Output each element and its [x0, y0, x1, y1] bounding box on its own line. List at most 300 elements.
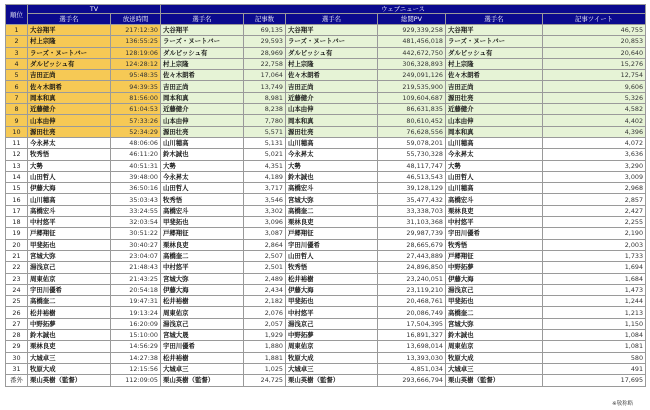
table-row	[6, 239, 646, 250]
articles-count-cell: 1,881	[244, 352, 286, 363]
tweets-player-cell: 吉田正尚	[446, 81, 543, 92]
tv-time-cell: 14:27:38	[111, 352, 161, 363]
pv-player-cell: 高橋宏斗	[286, 183, 378, 194]
tv-time-cell: 21:48:43	[111, 262, 161, 273]
pv-player-cell: 大谷翔平	[286, 25, 378, 36]
pv-player-cell: 甲斐拓也	[286, 296, 378, 307]
pv-count-cell: 13,698,014	[378, 341, 446, 352]
tweets-count-cell: 2,255	[543, 217, 646, 228]
articles-count-cell: 1,025	[244, 363, 286, 374]
tv-player-cell: 高橋宏斗	[28, 205, 111, 216]
pv-count-cell: 20,086,749	[378, 307, 446, 318]
tweets-player-cell: 佐々木朗希	[446, 70, 543, 81]
articles-count-cell: 5,131	[244, 137, 286, 148]
table-row	[6, 205, 646, 216]
articles-count-cell: 69,135	[244, 25, 286, 36]
rank-cell: 1	[6, 25, 28, 36]
tweets-player-cell: 今永昇太	[446, 149, 543, 160]
table-row	[6, 318, 646, 329]
table-row	[6, 25, 646, 36]
table-row	[6, 104, 646, 115]
tweets-player-cell: 村上宗隆	[446, 58, 543, 69]
tv-player-cell: 松井裕樹	[28, 307, 111, 318]
pv-player-cell: 宮城大弥	[286, 194, 378, 205]
tv-player-cell: 戸郷翔征	[28, 228, 111, 239]
articles-count-cell: 2,864	[244, 239, 286, 250]
rank-cell: 26	[6, 307, 28, 318]
tv-player-cell: 牧原大成	[28, 363, 111, 374]
tv-player-cell: 甲斐拓也	[28, 239, 111, 250]
pv-count-cell: 27,443,889	[378, 250, 446, 261]
articles-count-cell: 22,758	[244, 58, 286, 69]
rank-cell: 24	[6, 284, 28, 295]
tweets-player-cell: 栗林良吏	[446, 205, 543, 216]
table-row	[6, 273, 646, 284]
tv-player-cell: 山本由伸	[28, 115, 111, 126]
tweets-player-cell: 源田壮亮	[446, 92, 543, 103]
tv-time-cell: 61:04:53	[111, 104, 161, 115]
articles-player-header: 選手名	[161, 14, 244, 25]
tv-time-cell: 128:19:06	[111, 47, 161, 58]
tv-group-header: TV	[28, 5, 161, 14]
table-row	[6, 92, 646, 103]
pv-count-cell: 55,730,328	[378, 149, 446, 160]
tv-player-cell: 高橋奎二	[28, 296, 111, 307]
tweets-player-cell: 大谷翔平	[446, 25, 543, 36]
tv-player-header: 選手名	[28, 14, 111, 25]
tv-player-cell: 宇田川優希	[28, 284, 111, 295]
articles-player-cell: 宮城大晟	[161, 330, 244, 341]
tweets-count-cell: 2,427	[543, 205, 646, 216]
articles-player-cell: 山本由伸	[161, 115, 244, 126]
articles-count-cell: 2,076	[244, 307, 286, 318]
tv-player-cell: 中野拓夢	[28, 318, 111, 329]
tweets-count-cell: 1,081	[543, 341, 646, 352]
table-row	[6, 137, 646, 148]
extra-articles-count: 24,725	[244, 375, 286, 386]
tweets-count-cell: 1,733	[543, 250, 646, 261]
articles-player-cell: 山田哲人	[161, 183, 244, 194]
pv-player-cell: 湯浅京己	[286, 318, 378, 329]
articles-player-cell: 松井裕樹	[161, 296, 244, 307]
tv-time-cell: 19:47:31	[111, 296, 161, 307]
tv-time-cell: 14:56:29	[111, 341, 161, 352]
table-row	[6, 217, 646, 228]
articles-player-cell: 栗林良吏	[161, 239, 244, 250]
articles-player-cell: 松井裕樹	[161, 352, 244, 363]
rank-header: 順位	[6, 5, 28, 25]
rank-cell: 5	[6, 70, 28, 81]
rank-cell: 19	[6, 228, 28, 239]
tweets-player-cell: 伊藤大海	[446, 273, 543, 284]
pv-player-cell: 佐々木朗希	[286, 70, 378, 81]
tv-player-cell: 中村悠平	[28, 217, 111, 228]
rank-cell: 8	[6, 104, 28, 115]
table-row	[6, 330, 646, 341]
pv-player-cell: 大勢	[286, 160, 378, 171]
tv-time-cell: 32:03:54	[111, 217, 161, 228]
tv-time-cell: 33:24:55	[111, 205, 161, 216]
rank-cell: 30	[6, 352, 28, 363]
tv-time-cell: 15:10:00	[111, 330, 161, 341]
tv-player-cell: ラーズ・ヌートバー	[28, 47, 111, 58]
pv-player-cell: 宇田川優希	[286, 239, 378, 250]
tv-time-cell: 12:15:56	[111, 363, 161, 374]
articles-count-cell: 7,780	[244, 115, 286, 126]
tv-player-cell: 周東佑京	[28, 273, 111, 284]
pv-player-cell: 山田哲人	[286, 250, 378, 261]
tweets-count-cell: 3,290	[543, 160, 646, 171]
rank-cell: 25	[6, 296, 28, 307]
articles-player-cell: 吉田正尚	[161, 81, 244, 92]
tv-player-cell: ダルビッシュ有	[28, 58, 111, 69]
rank-cell: 14	[6, 171, 28, 182]
table-row	[6, 171, 646, 182]
rank-cell: 3	[6, 47, 28, 58]
tweets-player-header: 選手名	[446, 14, 543, 25]
tweets-count-cell: 1,473	[543, 284, 646, 295]
pv-count-cell: 86,631,835	[378, 104, 446, 115]
articles-player-cell: 大城卓三	[161, 363, 244, 374]
pv-player-cell: 源田壮亮	[286, 126, 378, 137]
tweets-count-header: 記事ツイート	[543, 14, 646, 25]
articles-count-cell: 4,351	[244, 160, 286, 171]
pv-player-cell: 戸郷翔征	[286, 228, 378, 239]
pv-count-cell: 76,628,556	[378, 126, 446, 137]
table-row	[6, 228, 646, 239]
tweets-count-cell: 1,150	[543, 318, 646, 329]
rank-cell: 29	[6, 341, 28, 352]
ranking-table-container	[5, 4, 646, 387]
tv-player-cell: 大城卓三	[28, 352, 111, 363]
tv-player-cell: 湯浅京己	[28, 262, 111, 273]
pv-player-cell: 周東佑京	[286, 341, 378, 352]
tweets-count-cell: 46,755	[543, 25, 646, 36]
rank-cell: 13	[6, 160, 28, 171]
articles-player-cell: 大勢	[161, 160, 244, 171]
tweets-count-cell: 4,582	[543, 104, 646, 115]
articles-count-cell: 28,969	[244, 47, 286, 58]
extra-pv-name: 栗山英樹（監督）	[286, 375, 378, 386]
table-row	[6, 47, 646, 58]
tweets-player-cell: 甲斐拓也	[446, 296, 543, 307]
rank-cell: 17	[6, 205, 28, 216]
pv-count-cell: 17,504,395	[378, 318, 446, 329]
web-group-header: ウェブニュース	[161, 5, 646, 14]
tweets-player-cell: 山田哲人	[446, 171, 543, 182]
pv-count-cell: 59,078,201	[378, 137, 446, 148]
pv-count-cell: 109,604,687	[378, 92, 446, 103]
table-row	[6, 352, 646, 363]
pv-player-cell: 松井裕樹	[286, 273, 378, 284]
rank-cell: 2	[6, 36, 28, 47]
extra-pv-count: 293,666,794	[378, 375, 446, 386]
rank-cell: 16	[6, 194, 28, 205]
table-row	[6, 183, 646, 194]
articles-count-cell: 1,929	[244, 330, 286, 341]
rank-cell: 9	[6, 115, 28, 126]
articles-player-cell: 湯浅京己	[161, 318, 244, 329]
pv-player-cell: 鈴木誠也	[286, 171, 378, 182]
articles-count-cell: 2,507	[244, 250, 286, 261]
tv-time-cell: 52:34:29	[111, 126, 161, 137]
tweets-count-cell: 4,072	[543, 137, 646, 148]
articles-player-cell: 周東佑京	[161, 307, 244, 318]
tweets-count-cell: 2,190	[543, 228, 646, 239]
pv-count-header: 総閲PV	[378, 14, 446, 25]
rank-cell: 22	[6, 262, 28, 273]
pv-player-cell: 中野拓夢	[286, 330, 378, 341]
tv-time-cell: 136:55:25	[111, 36, 161, 47]
table-row	[6, 341, 646, 352]
articles-player-cell: 戸郷翔征	[161, 228, 244, 239]
articles-count-cell: 5,571	[244, 126, 286, 137]
tv-time-cell: 36:50:16	[111, 183, 161, 194]
tweets-player-cell: 山川穂高	[446, 183, 543, 194]
table-row	[6, 194, 646, 205]
tv-player-cell: 大谷翔平	[28, 25, 111, 36]
tv-player-cell: 岡本和真	[28, 92, 111, 103]
articles-count-cell: 3,546	[244, 194, 286, 205]
rank-cell: 4	[6, 58, 28, 69]
tv-time-cell: 16:20:09	[111, 318, 161, 329]
tweets-count-cell: 580	[543, 352, 646, 363]
extra-tv-name: 栗山英樹（監督）	[28, 375, 111, 386]
tv-time-cell: 48:06:06	[111, 137, 161, 148]
articles-count-cell: 2,057	[244, 318, 286, 329]
tv-player-cell: 栗林良吏	[28, 341, 111, 352]
pv-player-cell: 村上宗隆	[286, 58, 378, 69]
tv-player-cell: 牧秀悟	[28, 149, 111, 160]
articles-player-cell: 鈴木誠也	[161, 149, 244, 160]
ranking-rows	[6, 25, 646, 375]
pv-player-cell: 中村悠平	[286, 307, 378, 318]
articles-count-cell: 2,182	[244, 296, 286, 307]
tweets-player-cell: 湯浅京己	[446, 284, 543, 295]
table-row	[6, 36, 646, 47]
tv-player-cell: 吉田正尚	[28, 70, 111, 81]
pv-count-cell: 442,672,750	[378, 47, 446, 58]
tv-time-cell: 94:39:35	[111, 81, 161, 92]
articles-player-cell: 今永昇太	[161, 171, 244, 182]
extra-rank: 番外	[6, 375, 28, 386]
table-row	[6, 149, 646, 160]
tweets-count-cell: 20,853	[543, 36, 646, 47]
tweets-player-cell: ラーズ・ヌートバー	[446, 36, 543, 47]
pv-player-header: 選手名	[286, 14, 378, 25]
rank-cell: 23	[6, 273, 28, 284]
pv-count-cell: 306,328,893	[378, 58, 446, 69]
tweets-player-cell: 近藤健介	[446, 104, 543, 115]
rank-cell: 10	[6, 126, 28, 137]
footnote: ※敬称略	[612, 401, 634, 407]
pv-count-cell: 481,456,018	[378, 36, 446, 47]
articles-player-cell: 高橋宏斗	[161, 205, 244, 216]
tweets-player-cell: 大城卓三	[446, 363, 543, 374]
table-row	[6, 363, 646, 374]
rank-cell: 21	[6, 250, 28, 261]
tv-time-header: 放送時間	[111, 14, 161, 25]
tweets-player-cell: 中村悠平	[446, 217, 543, 228]
pv-count-cell: 33,338,703	[378, 205, 446, 216]
articles-player-cell: 宇田川優希	[161, 341, 244, 352]
tv-time-cell: 39:48:00	[111, 171, 161, 182]
tweets-player-cell: 高橋奎二	[446, 307, 543, 318]
tv-player-cell: 鈴木誠也	[28, 330, 111, 341]
extra-articles-name: 栗山英樹（監督）	[161, 375, 244, 386]
pv-player-cell: 伊藤大海	[286, 284, 378, 295]
pv-player-cell: 高橋奎二	[286, 205, 378, 216]
extra-tweets-name: 栗山英樹（監督）	[446, 375, 543, 386]
tv-time-cell: 35:03:43	[111, 194, 161, 205]
articles-player-cell: 宮城大弥	[161, 273, 244, 284]
articles-count-cell: 8,238	[244, 104, 286, 115]
tv-time-cell: 46:11:20	[111, 149, 161, 160]
articles-count-cell: 17,064	[244, 70, 286, 81]
pv-count-cell: 23,119,210	[378, 284, 446, 295]
articles-player-cell: 源田壮亮	[161, 126, 244, 137]
tweets-count-cell: 2,003	[543, 239, 646, 250]
articles-count-cell: 1,880	[244, 341, 286, 352]
tweets-player-cell: ダルビッシュ有	[446, 47, 543, 58]
pv-count-cell: 46,513,543	[378, 171, 446, 182]
tv-time-cell: 124:28:12	[111, 58, 161, 69]
pv-count-cell: 31,103,368	[378, 217, 446, 228]
pv-count-cell: 29,987,739	[378, 228, 446, 239]
tv-time-cell: 217:12:30	[111, 25, 161, 36]
articles-count-cell: 3,302	[244, 205, 286, 216]
pv-count-cell: 39,128,129	[378, 183, 446, 194]
tv-time-cell: 20:54:18	[111, 284, 161, 295]
tweets-count-cell: 15,276	[543, 58, 646, 69]
tv-player-cell: 今永昇太	[28, 137, 111, 148]
rank-cell: 20	[6, 239, 28, 250]
articles-player-cell: ラーズ・ヌートバー	[161, 36, 244, 47]
pv-count-cell: 4,851,034	[378, 363, 446, 374]
table-row	[6, 126, 646, 137]
tv-time-cell: 40:51:31	[111, 160, 161, 171]
tv-player-cell: 山田哲人	[28, 171, 111, 182]
tweets-player-cell: 周東佑京	[446, 341, 543, 352]
articles-player-cell: 甲斐拓也	[161, 217, 244, 228]
articles-player-cell: 大谷翔平	[161, 25, 244, 36]
articles-player-cell: 岡本和真	[161, 92, 244, 103]
tweets-player-cell: 山川穂高	[446, 137, 543, 148]
tv-player-cell: 宮城大弥	[28, 250, 111, 261]
tweets-count-cell: 9,606	[543, 81, 646, 92]
pv-count-cell: 219,535,900	[378, 81, 446, 92]
pv-count-cell: 28,665,679	[378, 239, 446, 250]
tweets-count-cell: 1,244	[543, 296, 646, 307]
tweets-count-cell: 4,402	[543, 115, 646, 126]
articles-count-cell: 3,096	[244, 217, 286, 228]
articles-count-cell: 4,189	[244, 171, 286, 182]
tv-player-cell: 村上宗隆	[28, 36, 111, 47]
tweets-player-cell: 山本由伸	[446, 115, 543, 126]
tv-player-cell: 大勢	[28, 160, 111, 171]
pv-player-cell: 牧原大成	[286, 352, 378, 363]
table-row	[6, 250, 646, 261]
articles-count-cell: 3,087	[244, 228, 286, 239]
table-row	[6, 262, 646, 273]
pv-player-cell: 吉田正尚	[286, 81, 378, 92]
articles-count-cell: 3,717	[244, 183, 286, 194]
table-row	[6, 58, 646, 69]
pv-count-cell: 24,896,850	[378, 262, 446, 273]
tv-player-cell: 近藤健介	[28, 104, 111, 115]
table-row	[6, 296, 646, 307]
articles-player-cell: 近藤健介	[161, 104, 244, 115]
pv-count-cell: 929,339,258	[378, 25, 446, 36]
tv-player-cell: 山川穂高	[28, 194, 111, 205]
articles-count-cell: 29,593	[244, 36, 286, 47]
rank-cell: 18	[6, 217, 28, 228]
tv-player-cell: 伊藤大海	[28, 183, 111, 194]
tweets-count-cell: 1,084	[543, 330, 646, 341]
table-row	[6, 70, 646, 81]
pv-player-cell: 山本由伸	[286, 104, 378, 115]
tweets-player-cell: 中野拓夢	[446, 262, 543, 273]
pv-count-cell: 80,610,452	[378, 115, 446, 126]
extra-tv-time: 112:09:05	[111, 375, 161, 386]
rank-cell: 11	[6, 137, 28, 148]
tweets-count-cell: 2,857	[543, 194, 646, 205]
tweets-player-cell: 戸郷翔征	[446, 250, 543, 261]
pv-player-cell: ラーズ・ヌートバー	[286, 36, 378, 47]
articles-count-cell: 2,434	[244, 284, 286, 295]
tweets-player-cell: 鈴木誠也	[446, 330, 543, 341]
tv-player-cell: 佐々木朗希	[28, 81, 111, 92]
pv-count-cell: 13,393,030	[378, 352, 446, 363]
articles-player-cell: 牧秀悟	[161, 194, 244, 205]
pv-count-cell: 48,117,747	[378, 160, 446, 171]
pv-count-cell: 249,091,126	[378, 70, 446, 81]
tv-time-cell: 57:33:26	[111, 115, 161, 126]
articles-player-cell: 中村悠平	[161, 262, 244, 273]
articles-player-cell: ダルビッシュ有	[161, 47, 244, 58]
articles-player-cell: 佐々木朗希	[161, 70, 244, 81]
tweets-count-cell: 12,754	[543, 70, 646, 81]
pv-player-cell: 山川穂高	[286, 137, 378, 148]
tweets-count-cell: 3,009	[543, 171, 646, 182]
tweets-count-cell: 1,684	[543, 273, 646, 284]
articles-count-cell: 8,981	[244, 92, 286, 103]
tweets-player-cell: 牧原大成	[446, 352, 543, 363]
tv-player-cell: 源田壮亮	[28, 126, 111, 137]
extra-row	[6, 375, 646, 386]
tweets-count-cell: 20,640	[543, 47, 646, 58]
table-row	[6, 160, 646, 171]
rank-cell: 28	[6, 330, 28, 341]
tv-time-cell: 23:04:07	[111, 250, 161, 261]
articles-count-header: 記事数	[244, 14, 286, 25]
tv-time-cell: 95:48:35	[111, 70, 161, 81]
tweets-count-cell: 2,968	[543, 183, 646, 194]
tv-time-cell: 21:43:25	[111, 273, 161, 284]
articles-player-cell: 村上宗隆	[161, 58, 244, 69]
articles-count-cell: 2,489	[244, 273, 286, 284]
tweets-player-cell: 高橋宏斗	[446, 194, 543, 205]
extra-tweets-count: 17,695	[543, 375, 646, 386]
table-row	[6, 307, 646, 318]
tweets-count-cell: 5,326	[543, 92, 646, 103]
tweets-player-cell: 大勢	[446, 160, 543, 171]
pv-player-cell: 栗林良吏	[286, 217, 378, 228]
pv-count-cell: 16,891,327	[378, 330, 446, 341]
table-row	[6, 284, 646, 295]
articles-count-cell: 13,749	[244, 81, 286, 92]
tweets-count-cell: 3,636	[543, 149, 646, 160]
